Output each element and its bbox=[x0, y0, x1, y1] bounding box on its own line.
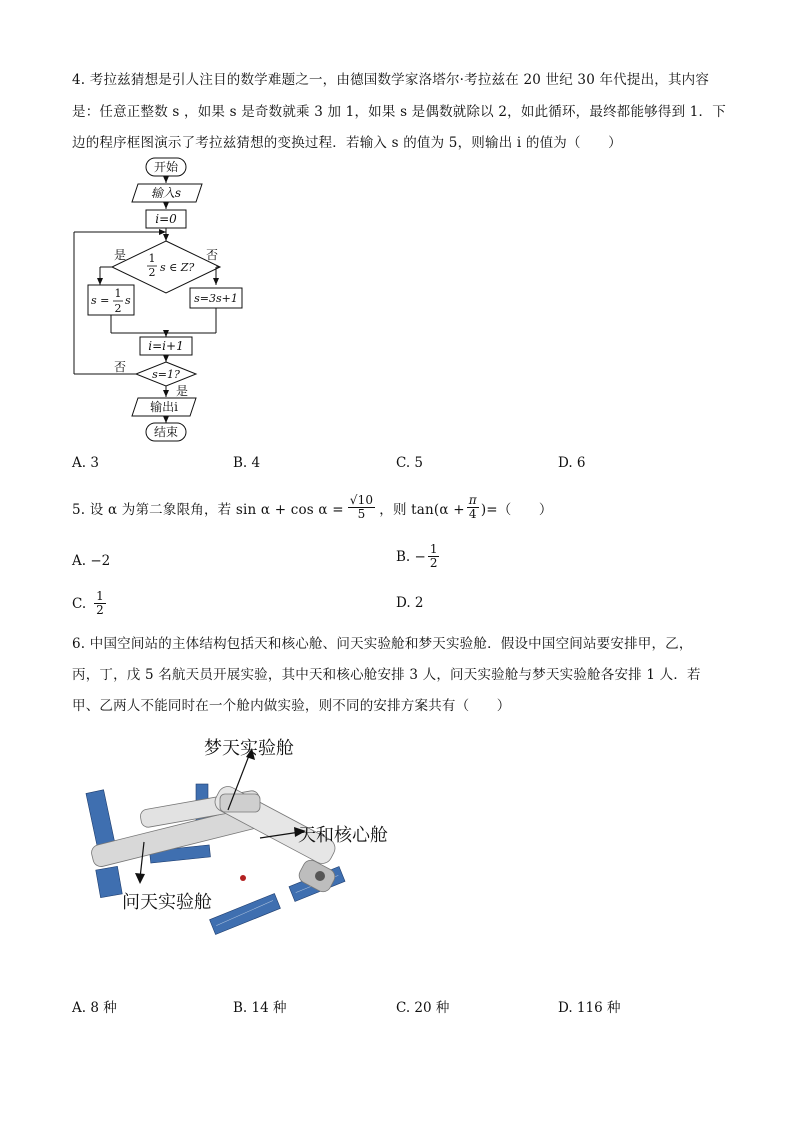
flow-init-label: i=0 bbox=[155, 212, 177, 226]
flow-left-post: s bbox=[125, 294, 131, 307]
q5-suffix: )=（ ） bbox=[480, 501, 553, 518]
flow-no2-label: 否 bbox=[114, 360, 127, 374]
q5-option-b[interactable] bbox=[396, 543, 441, 570]
q5-mid: ，则 tan(α + bbox=[379, 501, 465, 518]
q5-prefix: 5. 设 α 为第二象限角，若 sin α + cos α = bbox=[72, 501, 344, 518]
flow-cond1-den: 2 bbox=[148, 266, 156, 279]
q5-option-b-den: 2 bbox=[429, 556, 438, 570]
q5-option-c-label: C. bbox=[72, 595, 87, 612]
flow-incr-label: i=i+1 bbox=[148, 339, 184, 353]
q5-pi-den: 4 bbox=[468, 507, 477, 521]
flow-end-label: 结束 bbox=[153, 425, 179, 439]
flow-cond2-label: s=1? bbox=[152, 368, 180, 381]
q5-option-c-num: 1 bbox=[96, 589, 104, 603]
q5-option-c[interactable] bbox=[72, 590, 108, 617]
q5-pi-num: π bbox=[468, 493, 477, 507]
q5-option-b-num: 1 bbox=[429, 542, 438, 556]
flow-yes1-label: 是 bbox=[114, 248, 127, 262]
q5-frac-den: 5 bbox=[357, 507, 366, 521]
q6-option-c[interactable]: C. 20 种 bbox=[396, 1000, 450, 1016]
q4-flowchart bbox=[60, 155, 320, 445]
space-station-image bbox=[80, 728, 410, 958]
q5-frac-num: √10 bbox=[349, 493, 374, 507]
q5-option-d[interactable]: D. 2 bbox=[396, 595, 424, 611]
q5-stem bbox=[72, 494, 553, 521]
q5-option-b-label: B. − bbox=[396, 548, 426, 565]
q6-option-b[interactable]: B. 14 种 bbox=[233, 1000, 287, 1016]
flow-start-label: 开始 bbox=[153, 160, 179, 174]
flow-left-den: 2 bbox=[114, 302, 122, 315]
label-tianhe: 天和核心舱 bbox=[298, 825, 388, 846]
q6-option-a[interactable]: A. 8 种 bbox=[72, 1000, 117, 1016]
label-wentian: 问天实验舱 bbox=[122, 892, 212, 913]
flow-cond1-num: 1 bbox=[148, 252, 156, 265]
flow-right-label: s=3s+1 bbox=[194, 292, 238, 305]
flow-left-num: 1 bbox=[114, 287, 122, 300]
q4-option-d[interactable]: D. 6 bbox=[558, 455, 586, 471]
flow-no1-label: 否 bbox=[206, 248, 219, 262]
q5-option-c-den: 2 bbox=[96, 603, 104, 617]
flow-input-label: 输入s bbox=[150, 186, 182, 200]
flow-output-label: 输出i bbox=[150, 400, 178, 414]
q6-text-line3: 甲、乙两人不能同时在一个舱内做实验，则不同的安排方案共有（ ） bbox=[72, 698, 511, 714]
flow-left-pre: s = bbox=[91, 294, 110, 307]
q4-text-line3: 边的程序框图演示了考拉兹猜想的变换过程．若输入 s 的值为 5，则输出 i 的值为（ ） bbox=[72, 135, 622, 151]
q4-option-c[interactable]: C. 5 bbox=[396, 455, 424, 471]
q4-text-line1: 4. 考拉兹猜想是引人注目的数学难题之一，由德国数学家洛塔尔·考拉兹在 20 世纪 30 年代提出，其内容 bbox=[72, 72, 710, 88]
q5-option-a[interactable]: A. −2 bbox=[72, 553, 111, 569]
q4-option-a[interactable]: A. 3 bbox=[72, 455, 99, 471]
q4-text-line2: 是：任意正整数 s ，如果 s 是奇数就乘 3 加 1，如果 s 是偶数就除以 2，如此循环，最终都能够得到 1．下 bbox=[72, 104, 726, 120]
q4-option-b[interactable]: B. 4 bbox=[233, 455, 261, 471]
q6-text-line1: 6. 中国空间站的主体结构包括天和核心舱、问天实验舱和梦天实验舱．假设中国空间站要安排甲，乙， bbox=[72, 636, 693, 652]
flow-yes2-label: 是 bbox=[176, 384, 189, 398]
label-mengtian: 梦天实验舱 bbox=[204, 738, 294, 759]
q6-text-line2: 丙，丁，戊 5 名航天员开展实验，其中天和核心舱安排 3 人，问天实验舱与梦天实验舱各安排 1 人．若 bbox=[72, 667, 701, 683]
q6-option-d[interactable]: D. 116 种 bbox=[558, 1000, 621, 1016]
flow-cond1-label: s ∈ Z? bbox=[160, 261, 195, 274]
